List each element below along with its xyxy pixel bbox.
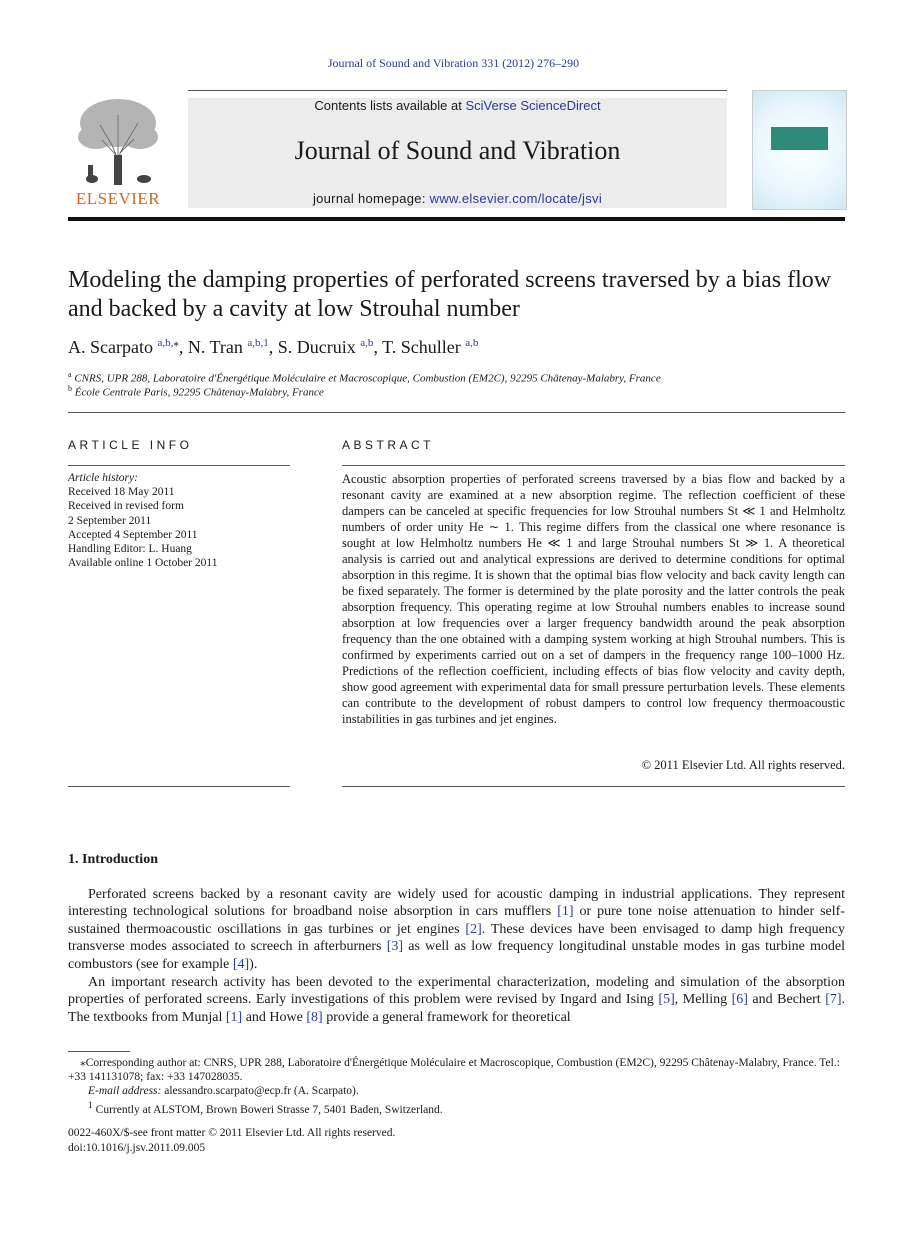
- footnote-rule: [68, 1051, 130, 1052]
- contents-line: [188, 98, 727, 113]
- section-heading: 1. Introduction: [68, 852, 158, 867]
- abstract-rule: [342, 465, 845, 466]
- header-rule: [68, 217, 845, 221]
- affiliation-mark: a: [68, 370, 72, 379]
- text-run: or pure tone noise attenuation to hinder self-sustained thermoacoustic oscillations in gas turbines or jet engines: [68, 904, 845, 937]
- reference-link[interactable]: [8]: [306, 1009, 323, 1025]
- footnote-email: [68, 1084, 865, 1098]
- email-address[interactable]: alessandro.scarpato@ecp.fr (A. Scarpato).: [161, 1085, 359, 1097]
- article-title: Modeling the damping properties of perforated screens traversed by a bias flow and backed by a cavity at low Strouhal number: [68, 267, 832, 322]
- author-name[interactable]: N. Tran: [187, 337, 243, 357]
- author-affil-mark[interactable]: a,b: [465, 337, 479, 349]
- section-rule: [68, 412, 845, 413]
- affiliation: [68, 384, 845, 399]
- author-name[interactable]: A. Scarpato: [68, 337, 153, 357]
- reference-link[interactable]: [1]: [557, 904, 574, 920]
- footnote-text: Currently at ALSTOM, Brown Boweri Strasse 7, 5401 Baden, Switzerland.: [92, 1103, 443, 1116]
- footnote-mark: 1: [88, 1100, 93, 1111]
- article-info-bottom-rule: [68, 786, 290, 787]
- text-run: . These devices have been envisaged to damp high frequency transverse modes associated to screech in afterburners: [68, 921, 845, 955]
- paragraph: [68, 974, 845, 1026]
- history-item: Received 18 May 2011: [68, 486, 175, 499]
- sciencedirect-link[interactable]: SciVerse ScienceDirect: [465, 98, 601, 113]
- email-label: E-mail address:: [88, 1085, 162, 1097]
- journal-cover-icon[interactable]: [752, 90, 847, 210]
- reference-link[interactable]: [4]: [232, 956, 250, 972]
- text-run: , Melling: [674, 992, 732, 1008]
- history-item: Handling Editor: L. Huang: [68, 543, 192, 556]
- reference-link[interactable]: [5]: [658, 992, 675, 1008]
- doi-line[interactable]: doi:10.1016/j.jsv.2011.09.005: [68, 1141, 206, 1154]
- author-affil-mark[interactable]: a,b: [360, 337, 374, 349]
- history-item: 2 September 2011: [68, 514, 152, 527]
- author-list: A. Scarpato $^{a,b,⁎}$, N. Tran $^{a,b,1}$, S. Ducruix $^{a,b}$, T. Schuller $^{a,b}$: [68, 337, 479, 357]
- history-item: Received in revised form: [68, 500, 184, 513]
- text-run: Perforated screens backed by a resonant cavity are widely used for acoustic damping in industrial applications. They represent interesting technological solutions for broadband noise absorption in cars mufflers: [68, 887, 845, 920]
- history-item: Accepted 4 September 2011: [68, 528, 198, 541]
- copyright: © 2011 Elsevier Ltd. All rights reserved.: [641, 758, 845, 772]
- author-name[interactable]: T. Schuller: [382, 337, 461, 357]
- article-history: [68, 471, 290, 570]
- homepage-prefix: journal homepage:: [312, 191, 430, 206]
- author-affil-mark[interactable]: a,b,: [157, 337, 174, 349]
- issn-line: 0022-460X/$-see front matter © 2011 Elsevier Ltd. All rights reserved.: [68, 1127, 396, 1139]
- homepage-link[interactable]: www.elsevier.com/locate/jsvi: [429, 191, 603, 206]
- reference-link[interactable]: [7]: [825, 992, 842, 1008]
- article-info-heading: ARTICLE INFO: [68, 438, 193, 452]
- journal-name: Journal of Sound and Vibration: [294, 136, 621, 165]
- elsevier-tree-icon: [72, 95, 164, 187]
- abstract-text: Acoustic absorption properties of perforated screens traversed by a bias flow and backed by a resonant cavity are examined at a new absorption regime. The reflection coefficient of these dampers can be canceled at specific frequencies for low Strouhal numbers St ≪ 1 and Helmholtz numbers of order unity He ∼ 1. This regime differs from the classical one where resonance is sought at low Helmholtz numbers He ≪ 1 and large Strouhal numbers St ≫ 1. A theoretical analysis is carried out and analytical expressions are derived to determine conditions for optimal absorption in this regime. It is shown that the optimal bias flow velocity and back cavity length can be fixed separately. The former is determined by the plate porosity and the latter controls the peak absorption frequency. This operating regime at low Strouhal numbers enables to increase sound absorption at low frequencies over a larger frequency bandwidth around the peak absorption frequency than the one obtained with a damping system working at high Strouhal numbers. This is confirmed by experiments carried out on a set of dampers in the frequency range 100–1000 Hz. Predictions of the reflection coefficient, including effects of bias flow velocity and cavity depth, show good agreement with experimental data for small pressure perturbation levels. These elements can contribute to the development of robust dampers to control low frequency thermoacoustic instabilities in gas turbines and jet engines.: [342, 472, 845, 726]
- cover-title-panel: [771, 127, 828, 150]
- reference-link[interactable]: [1]: [225, 1009, 243, 1025]
- homepage-line: [188, 191, 727, 206]
- history-item: Available online 1 October 2011: [68, 557, 218, 570]
- affiliation-text: École Centrale Paris, 92295 Châtenay-Malabry, France: [74, 386, 324, 399]
- footnote-corresponding: ⁎Corresponding author at: CNRS, UPR 288, Laboratoire d'Énergétique Moléculaire et Macroscopique, Combustion (EM2C), 92295 Châtenay-Malabry, France. Tel.: +33 141131078; fax: +33 147028035.: [68, 1057, 840, 1084]
- reference-link[interactable]: [2]: [465, 921, 482, 937]
- text-run: and Howe: [242, 1009, 307, 1025]
- text-run: . The textbooks from Munjal: [68, 992, 846, 1025]
- abstract-bottom-rule: [342, 786, 845, 787]
- text-run: and Bechert: [747, 992, 826, 1008]
- affiliation: [68, 370, 845, 385]
- reference-link[interactable]: [6]: [731, 992, 748, 1008]
- paragraph: [68, 886, 845, 973]
- journal-citation[interactable]: Journal of Sound and Vibration 331 (2012) 276–290: [327, 56, 580, 70]
- text-run: An important research activity has been devoted to the experimental characterization, modeling and simulation of the absorption properties of perforated screens. Early investigations of this problem were revised by Ingard and Ising: [68, 975, 845, 1008]
- author-name[interactable]: S. Ducruix: [277, 337, 356, 357]
- reference-link[interactable]: [3]: [386, 939, 404, 955]
- front-matter: [68, 1126, 395, 1155]
- abstract-heading: ABSTRACT: [342, 438, 435, 452]
- contents-prefix: Contents lists available at: [314, 98, 466, 113]
- text-run: as well as low frequency longitudinal unstable modes in gas turbine model combustors (see for example: [68, 939, 845, 972]
- author-affil-mark[interactable]: a,b,1: [247, 337, 269, 349]
- banner-top-rule: [188, 90, 727, 91]
- text-run: ).: [249, 956, 258, 972]
- history-label: Article history:: [68, 472, 138, 484]
- affiliation-mark: b: [68, 384, 72, 393]
- text-run: provide a general framework for theoretical: [322, 1009, 571, 1025]
- footnote-one: [68, 1099, 865, 1117]
- elsevier-wordmark: ELSEVIER: [75, 189, 161, 208]
- article-info-rule: [68, 465, 290, 466]
- affiliation-text: CNRS, UPR 288, Laboratoire d'Énergétique Moléculaire et Macroscopique, Combustion (EM2C), 92295 Châtenay-Malabry, France: [74, 372, 661, 385]
- corresponding-star[interactable]: ⁎: [173, 337, 179, 349]
- publisher-logo: [68, 95, 168, 213]
